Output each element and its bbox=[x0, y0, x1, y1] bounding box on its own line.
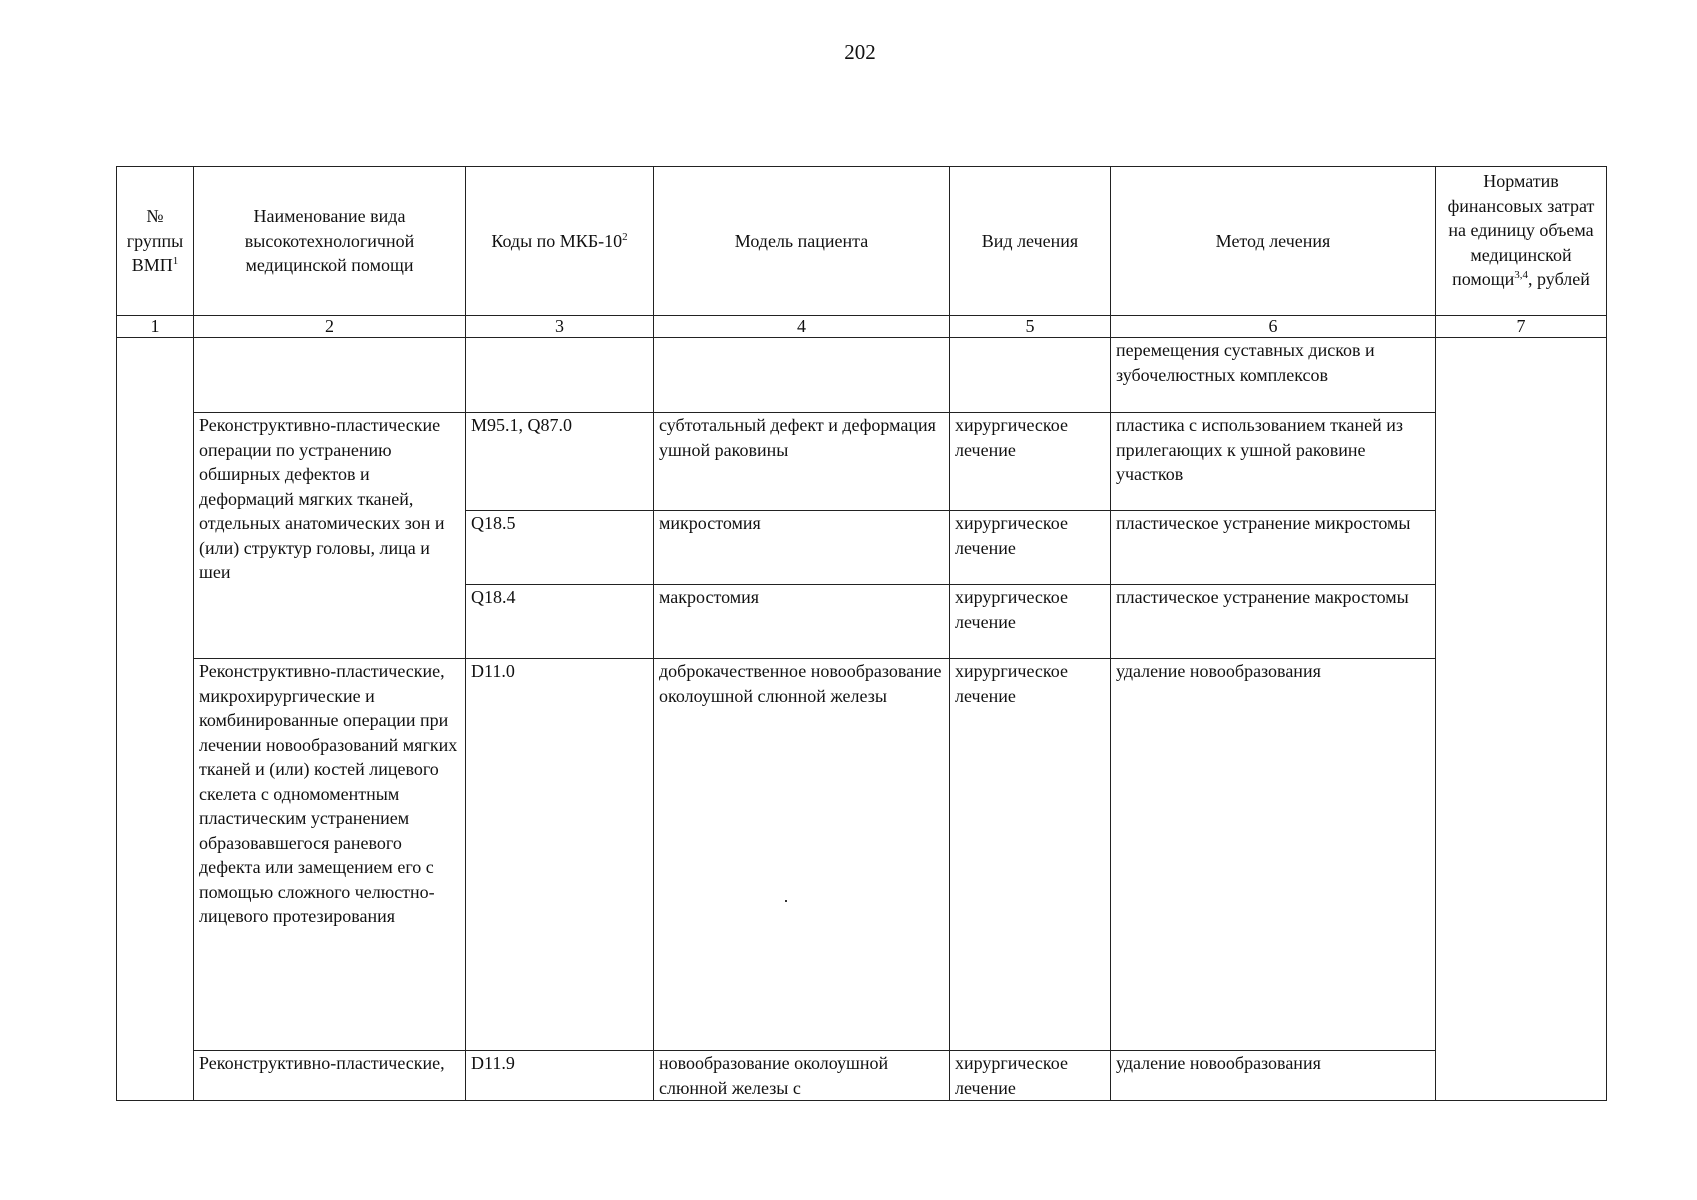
column-number: 3 bbox=[466, 316, 654, 338]
column-number-row bbox=[117, 316, 1607, 338]
group-number-cell bbox=[117, 338, 194, 1101]
column-number: 6 bbox=[1111, 316, 1436, 338]
method-cell: пластика с использованием тканей из прилегающих к ушной раковине участков bbox=[1111, 413, 1436, 511]
codes-cell: Q18.5 bbox=[466, 511, 654, 585]
codes-cell bbox=[466, 338, 654, 413]
column-number: 4 bbox=[654, 316, 950, 338]
scan-speck bbox=[785, 900, 787, 902]
column-number: 1 bbox=[117, 316, 194, 338]
header-treatment-type: Вид лечения bbox=[950, 167, 1111, 316]
model-cell bbox=[654, 338, 950, 413]
model-cell: макростомия bbox=[654, 585, 950, 659]
codes-cell: Q18.4 bbox=[466, 585, 654, 659]
treatment-cell: хирургическое лечение bbox=[950, 1051, 1111, 1101]
header-cost-standard: Норматив финансовых затрат на единицу объема медицинской помощи$^{3,4}$, рублей bbox=[1436, 167, 1607, 316]
care-type-cell bbox=[194, 338, 466, 413]
treatment-cell: хирургическое лечение bbox=[950, 585, 1111, 659]
treatment-cell: хирургическое лечение bbox=[950, 511, 1111, 585]
header-icd-codes: Коды по МКБ-$10^2$ bbox=[466, 167, 654, 316]
header-care-type-name: Наименование вида высокотехнологичной медицинской помощи bbox=[194, 167, 466, 316]
table-row bbox=[117, 413, 1607, 511]
model-cell: доброкачественное новообразование околоушной слюнной железы bbox=[654, 659, 950, 1051]
care-type-cell: Реконструктивно-пластические, bbox=[194, 1051, 466, 1101]
header-group-number: № группы ВМП$^1$ bbox=[117, 167, 194, 316]
method-cell: перемещения суставных дисков и зубочелюстных комплексов bbox=[1111, 338, 1436, 413]
vmp-table-container bbox=[116, 166, 1607, 1101]
method-cell: удаление новообразования bbox=[1111, 659, 1436, 1051]
method-cell: пластическое устранение макростомы bbox=[1111, 585, 1436, 659]
header-treatment-method: Метод лечения bbox=[1111, 167, 1436, 316]
treatment-cell: хирургическое лечение bbox=[950, 413, 1111, 511]
method-cell: удаление новообразования bbox=[1111, 1051, 1436, 1101]
codes-cell: D11.0 bbox=[466, 659, 654, 1051]
care-type-cell: Реконструктивно-пластические, микрохирургические и комбинированные операции при лечении новообразований мягких тканей и (или) костей лицевого скелета с одномоментным пластическим устранением образовавшегося раневого дефекта или замещением его с помощью сложного челюстно-лицевого протезирования bbox=[194, 659, 466, 1051]
model-cell: микростомия bbox=[654, 511, 950, 585]
codes-cell: D11.9 bbox=[466, 1051, 654, 1101]
column-number: 5 bbox=[950, 316, 1111, 338]
column-number: 2 bbox=[194, 316, 466, 338]
vmp-table bbox=[116, 166, 1607, 1101]
codes-cell: M95.1, Q87.0 bbox=[466, 413, 654, 511]
page-number: 202 bbox=[844, 40, 876, 64]
model-cell: новообразование околоушной слюнной железы с bbox=[654, 1051, 950, 1101]
model-cell: субтотальный дефект и деформация ушной раковины bbox=[654, 413, 950, 511]
header-row bbox=[117, 167, 1607, 316]
cost-standard-cell bbox=[1436, 338, 1607, 1101]
column-number: 7 bbox=[1436, 316, 1607, 338]
table-row bbox=[117, 1051, 1607, 1101]
table-row bbox=[117, 659, 1607, 1051]
header-patient-model: Модель пациента bbox=[654, 167, 950, 316]
care-type-cell: Реконструктивно-пластические операции по устранению обширных дефектов и деформаций мягких тканей, отдельных анатомических зон и (или) структур головы, лица и шеи bbox=[194, 413, 466, 659]
table-row bbox=[117, 338, 1607, 413]
treatment-cell: хирургическое лечение bbox=[950, 659, 1111, 1051]
treatment-cell bbox=[950, 338, 1111, 413]
method-cell: пластическое устранение микростомы bbox=[1111, 511, 1436, 585]
